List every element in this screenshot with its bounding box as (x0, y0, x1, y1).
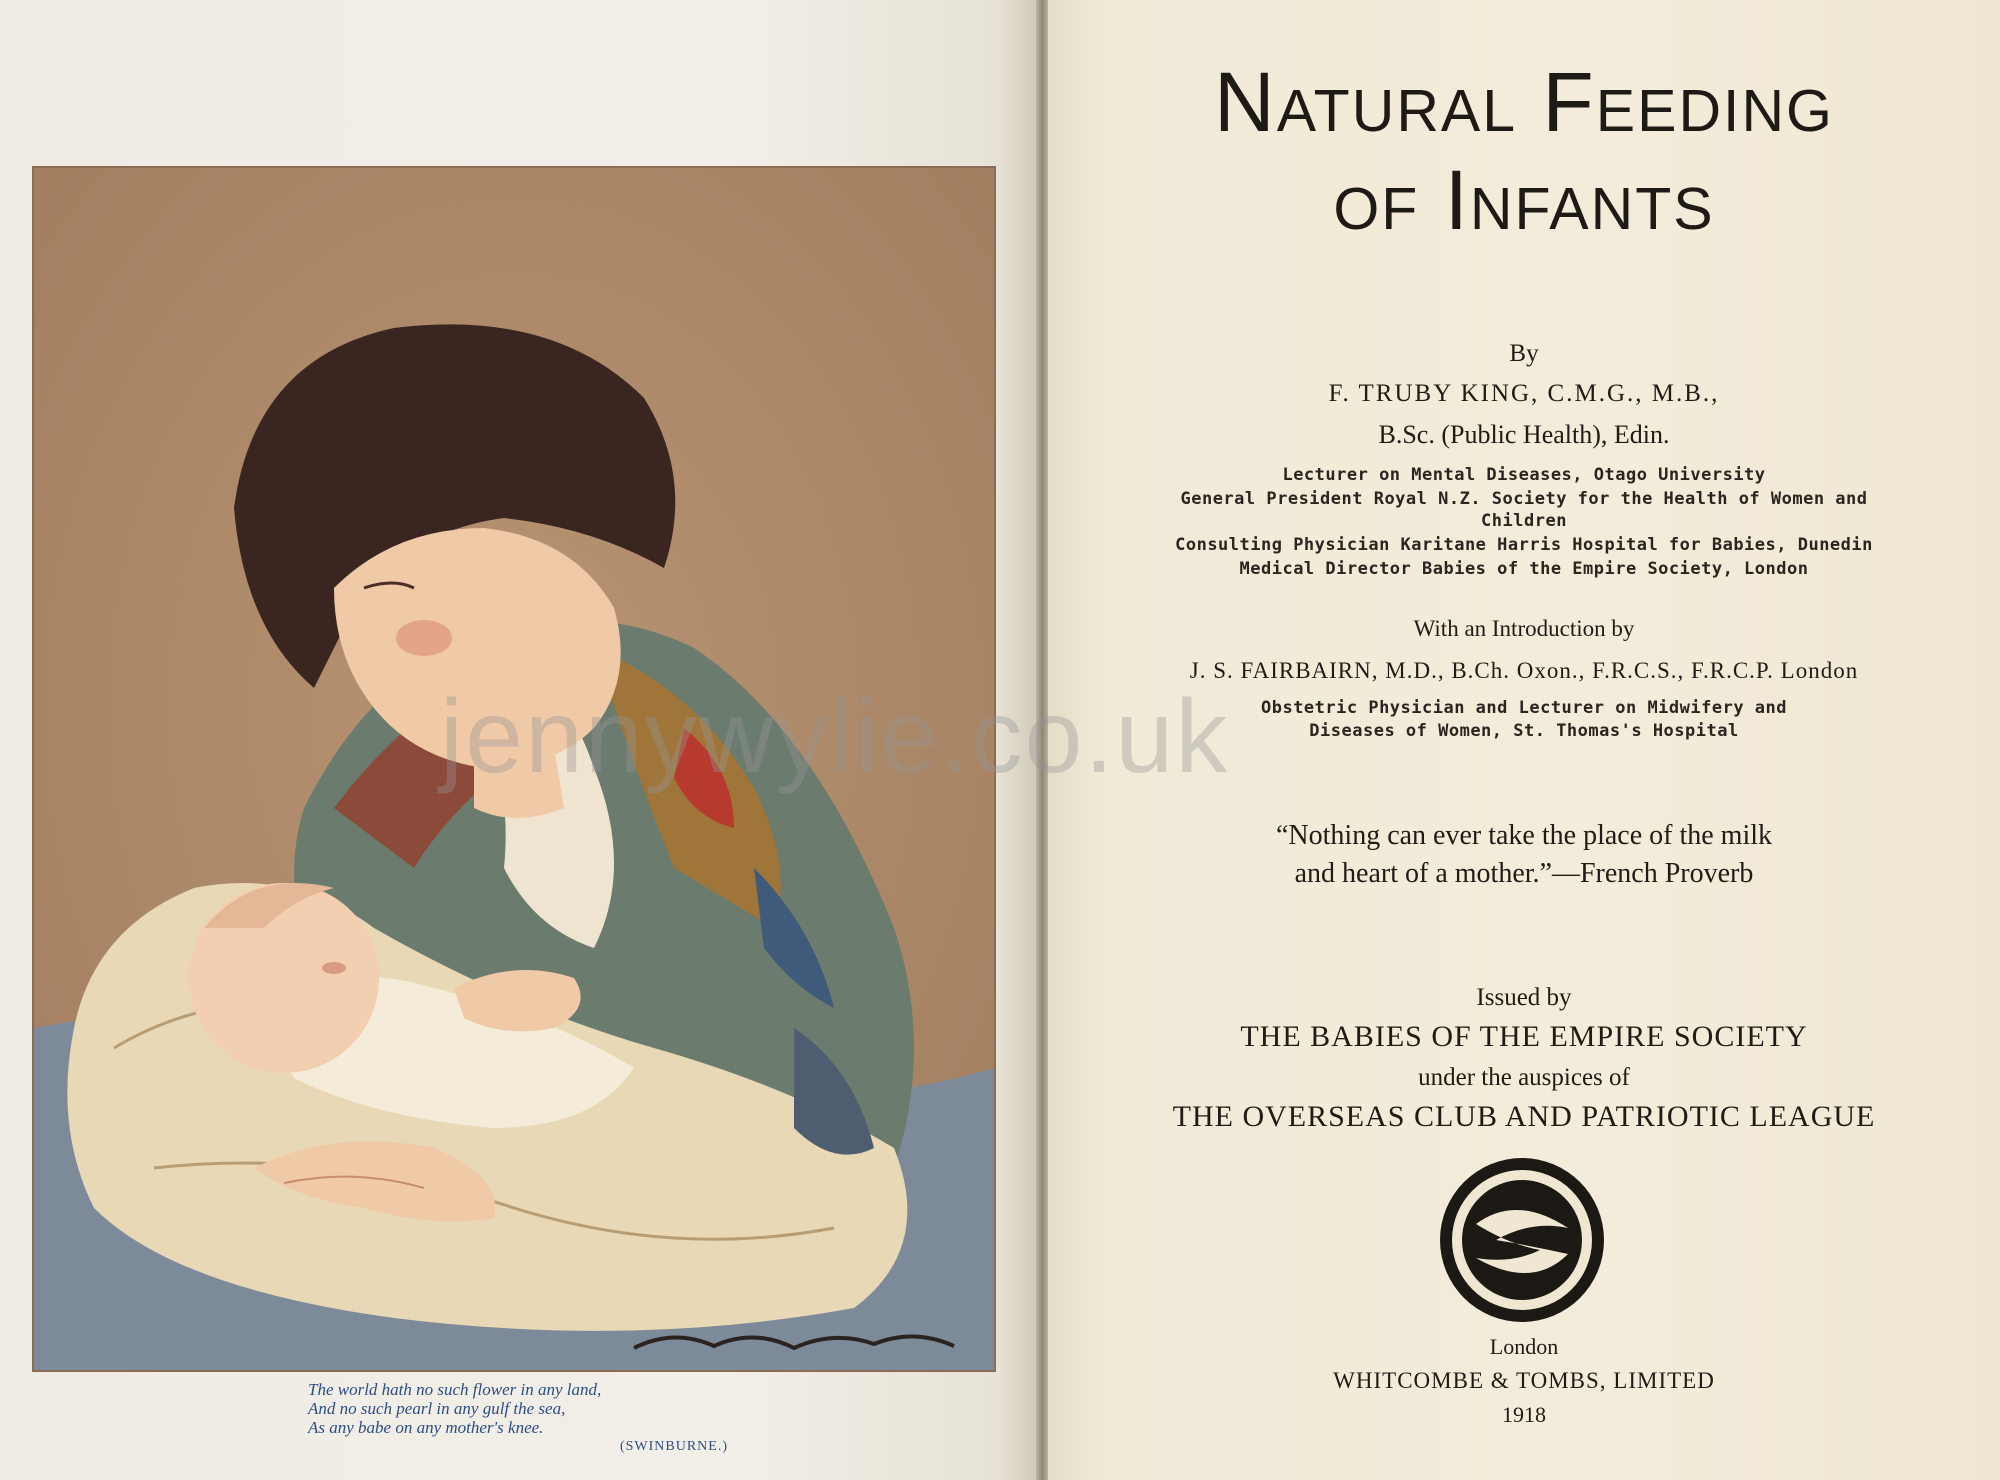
introduction-label: With an Introduction by (1413, 616, 1635, 641)
publication-year: 1918 (1502, 1402, 1546, 1427)
introduction-credential: Diseases of Women, St. Thomas's Hospital (1309, 721, 1739, 741)
caption-line: The world hath no such flower in any land, (308, 1380, 602, 1399)
author-credential: Consulting Physician Karitane Harris Hospital for Babies, Dunedin (1175, 535, 1873, 555)
patron-league: THE OVERSEAS CLUB AND PATRIOTIC LEAGUE (1172, 1100, 1876, 1133)
book-title-line-2: of Infants (1333, 153, 1715, 247)
author-credential: Lecturer on Mental Diseases, Otago University (1282, 465, 1766, 485)
publisher-name: WHITCOMBE & TOMBS, LIMITED (1333, 1368, 1715, 1393)
introduction-author: J. S. FAIRBAIRN, M.D., B.Ch. Oxon., F.R.C.S., F.R.C.P. London (1189, 658, 1859, 683)
book-title-line-1: Natural Feeding (1214, 55, 1834, 149)
auspices-label: under the auspices of (1418, 1064, 1630, 1091)
frontispiece-caption (308, 1380, 728, 1456)
publisher-emblem-icon (1436, 1154, 1608, 1326)
proverb-quote-line-2: and heart of a mother.”—French Proverb (1294, 858, 1754, 889)
author-name: F. TRUBY KING, C.M.G., M.B., (1328, 380, 1720, 407)
imprint-city: London (1489, 1334, 1559, 1359)
caption-line: And no such pearl in any gulf the sea, (308, 1399, 566, 1418)
author-credential: General President Royal N.Z. Society for the Health of Women and (1180, 489, 1868, 509)
issued-by-label: Issued by (1476, 984, 1572, 1011)
watermark-text: jennywylie.co.uk (440, 679, 1230, 795)
author-degree: B.Sc. (Public Health), Edin. (1378, 420, 1670, 449)
issuing-society: THE BABIES OF THE EMPIRE SOCIETY (1240, 1020, 1808, 1053)
by-label: By (1509, 340, 1539, 367)
author-credential: Medical Director Babies of the Empire Society, London (1239, 559, 1809, 579)
proverb-quote-line-1: “Nothing can ever take the place of the milk (1275, 820, 1772, 851)
caption-line: As any babe on any mother's knee. (308, 1418, 544, 1437)
caption-source: (SWINBURNE.) (619, 1439, 728, 1454)
author-credential: Children (1481, 511, 1567, 531)
introduction-credential: Obstetric Physician and Lecturer on Midwifery and (1260, 698, 1787, 718)
